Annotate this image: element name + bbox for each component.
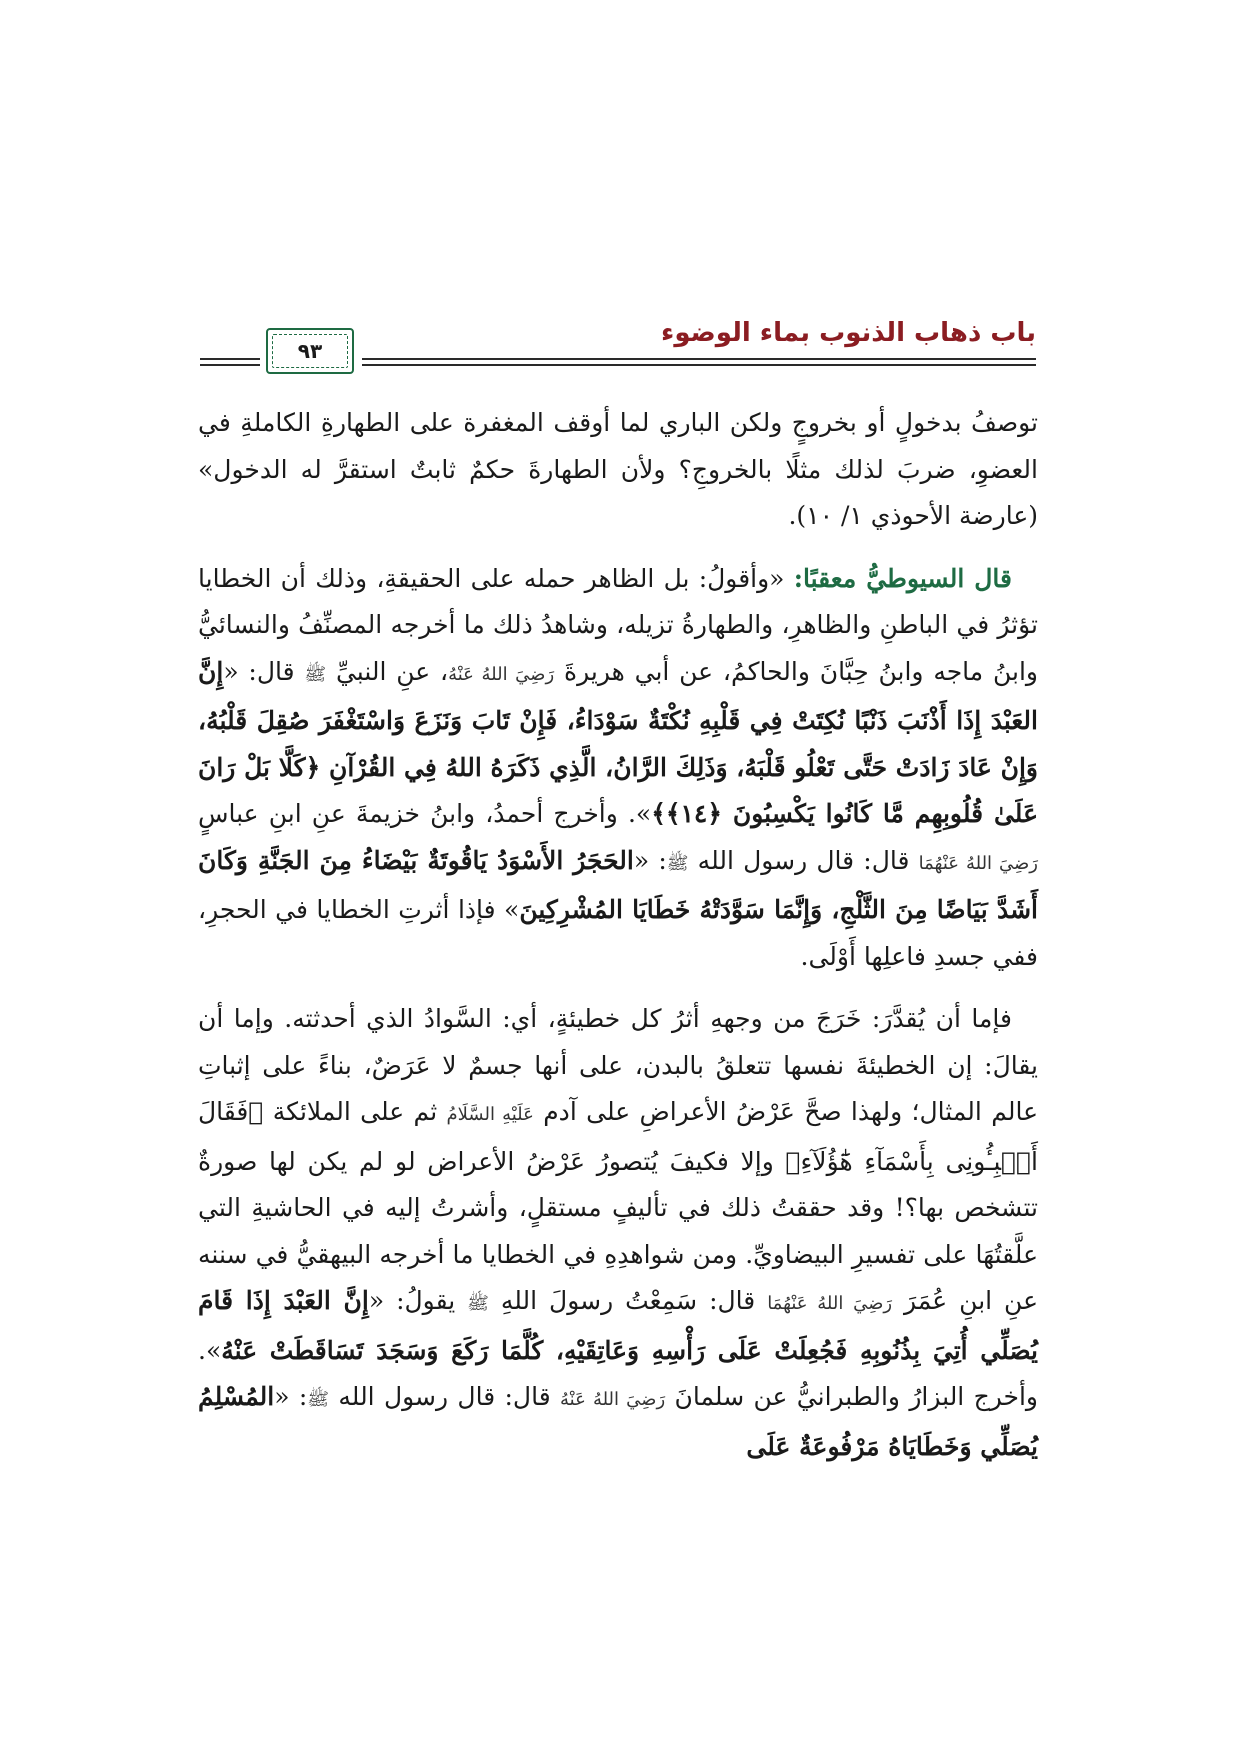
honorific-5: عَلَيْهِ السَّلَامُ [446,1104,534,1125]
header-rule-right-top [362,358,1036,360]
hadith-quote-3: إِنَّ العَبْدَ إِذَا قَامَ يُصَلِّي أُتِيَ بِذُنُوبِهِ فَجُعِلَتْ عَلَى رَأْسِهِ وَعَاتِقَيْهِ، كُلَّمَا رَكَعَ وَسَجَدَ تَسَاقَطَتْ عَنْهُ [198,1286,1038,1365]
paragraph-2 [198,556,1038,981]
honorific-7: ﷺ [467,1293,489,1314]
honorific-8: رَضِيَ اللهُ عَنْهُ [560,1389,666,1410]
header-rule-left-bottom [200,364,260,366]
paragraph-2-segment-7: » فإذا أثرتِ الخطايا في الحجرِ، ففي جسدِ فاعلِها أَوْلَى. [198,895,1038,971]
header-rule-left-top [200,358,260,360]
hadith-quote-1: إِنَّ العَبْدَ إِذَا أَذْنَبَ ذَنْبًا نُكِتَتْ فِي قَلْبِهِ نُكْتَةٌ سَوْدَاءُ، فَإِنْ تَابَ وَنَزَعَ وَاسْتَغْفَرَ صُقِلَ قَلْبُهُ، وَإِنْ عَادَ زَادَتْ حَتَّى تَعْلُو قَلْبَهُ، وَذَلِكَ الرَّانُ، الَّذِي ذَكَرَهُ اللهُ فِي القُرْآنِ ﴿كَلَّا بَلْ رَانَ عَلَىٰ قُلُوبِهِم مَّا كَانُوا يَكْسِبُونَ ﴿١٤﴾﴾ [198,656,1038,828]
paragraph-3 [198,996,1038,1470]
honorific-9: ﷺ [307,1389,330,1410]
page-number-badge [266,328,354,374]
paragraph-1-text: توصفُ بدخولٍ أو بخروجٍ ولكن الباري لما أوقف المغفرة على الطهارةِ الكاملةِ في العضوِ، ضربَ لذلك مثلًا بالخروجِ؟ ولأن الطهارةَ حكمٌ ثابتٌ استقرَّ له الدخول» (عارضة الأحوذي ١/ ١٠). [198,408,1038,530]
paragraph-3-segment-6: قال: قال رسول الله [329,1382,560,1411]
page-body [198,400,1038,1470]
paragraph-2-segment-2: ، عنِ النبيِّ [326,656,449,686]
paragraph-2-speaker: قال السيوطيُّ معقبًا: [793,563,1012,593]
paragraph-2-segment-5: قال: قال رسول الله [688,845,919,875]
hadith-quote-4: المُسْلِمُ يُصَلِّي وَخَطَايَاهُ مَرْفُوعَةٌ عَلَى [198,1382,1038,1461]
paragraph-3-segment-5: ». وأخرج البزارُ والطبرانيُّ عن سلمانَ [198,1335,1038,1411]
paragraph-3-segment-2: ثم على الملائكة ﴿فَقَالَ أَنۢبِـُٔونِى بِأَسْمَآءِ هَٰٓؤُلَآءِ﴾ وإلا فكيفَ يُتصورُ عَرْضُ الأعراض لو لم يكن لها صورةٌ تتشخص بها؟! وقد حققتُ ذلك في تأليفٍ مستقلٍ، وأشرتُ إليه في الحاشيةِ التي علَّقتُهَا على تفسيرِ البيضاويِّ. ومن شواهدِهِ في الخطايا ما أخرجه البيهقيُّ في سننه عنِ ابنِ عُمَرَ [198,1097,1039,1315]
paragraph-3-segment-4: يقولُ: « [368,1286,468,1315]
paragraph-2-segment-4: ». وأخرج أحمدُ، وابنُ خزيمةَ عنِ ابنِ عباسٍ [198,799,652,828]
paragraph-3-segment-7: : « [274,1382,308,1411]
paragraph-1 [198,400,1038,540]
honorific-2: ﷺ [304,663,327,685]
honorific-6: رَضِيَ اللهُ عَنْهُمَا [767,1293,893,1314]
paragraph-3-segment-1: فإما أن يُقدَّرَ: خَرَجَ من وجههِ أثرُ كل خطيئةٍ، أي: السَّوادُ الذي أحدثته. وإما أن يقالَ: إن الخطيئةَ نفسها تتعلقُ بالبدن، على أنها جسمٌ لا عَرَضٌ، بناءً على إثباتِ عالم المثال؛ ولهذا صحَّ عَرْضُ الأعراضِ على آدم [198,1004,1038,1126]
paragraph-2-segment-6: : « [633,845,667,875]
honorific-1: رَضِيَ اللهُ عَنْهُ [448,663,555,685]
hadith-quote-2: الحَجَرُ الأَسْوَدُ يَاقُوتَةٌ بَيْضَاءُ مِنَ الجَنَّةِ وَكَانَ أَشَدَّ بَيَاضًا مِنَ الثَّلْجِ، وَإِنَّمَا سَوَّدَتْهُ خَطَايَا المُشْرِكِينَ [198,845,1038,924]
page-header [200,318,1036,382]
page-number: ٩٣ [297,339,323,363]
honorific-3: رَضِيَ اللهُ عَنْهُمَا [918,852,1038,874]
paragraph-2-segment-1: «وأقولُ: بل الظاهر حمله على الحقيقةِ، وذلك أن الخطايا تؤثرُ في الباطنِ والظاهرِ، والطهارةُ تزيله، وشاهدُ ذلك ما أخرجه المصنِّفُ والنسائيُّ وابنُ ماجه وابنُ حِبَّانَ والحاكمُ، عن أبي هريرةَ [198,563,1039,686]
paragraph-2-segment-3: قال: « [223,656,305,686]
chapter-title: باب ذهاب الذنوب بماء الوضوء [661,318,1036,348]
honorific-4: ﷺ [666,852,689,874]
header-rule-right-bottom [362,364,1036,366]
paragraph-3-segment-3: قال: سَمِعْتُ رسولَ اللهِ [488,1286,768,1315]
